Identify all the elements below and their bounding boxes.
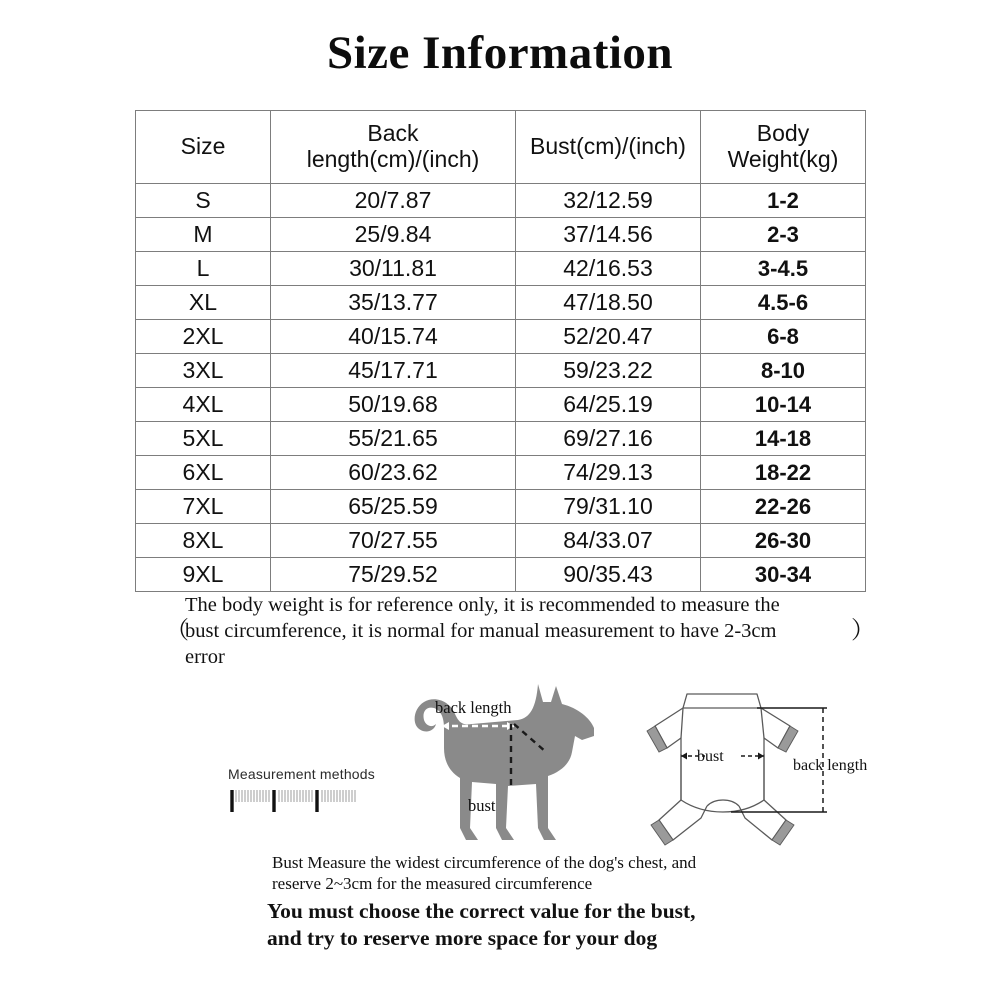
table-row [136,422,866,456]
note-line-1-text: The body weight is for reference only, it is recommended to measure the [185,594,780,616]
garment-crotch [707,800,739,806]
cell-body-weight: 10-14 [701,388,866,422]
table-header-row [136,111,866,184]
cell-bust: 69/27.16 [516,422,701,456]
cell-size: 5XL [136,422,271,456]
header-back-line2: length(cm)/(inch) [306,146,480,172]
table-row [136,354,866,388]
cell-size: 2XL [136,320,271,354]
cell-body-weight: 1-2 [701,184,866,218]
cell-body-weight: 2-3 [701,218,866,252]
bust-warning-line2: and try to reserve more space for your dog [267,926,658,950]
note-paren-close: ） [851,618,875,644]
cell-back-length: 35/13.77 [271,286,516,320]
garment-back-length-label: back length [793,757,868,774]
header-bust-text: Bust(cm)/(inch) [530,133,686,160]
cell-bust: 42/16.53 [516,252,701,286]
cell-back-length: 75/29.52 [271,558,516,592]
table-row [136,490,866,524]
cell-size: XL [136,286,271,320]
reference-note [135,592,875,670]
measurement-methods-label: Measurement methods [228,766,375,782]
cell-bust: 90/35.43 [516,558,701,592]
garment-bust-label: bust [697,748,724,765]
bust-warning-line1: You must choose the correct value for the bust, [267,899,696,923]
cell-size: 6XL [136,456,271,490]
cell-body-weight: 26-30 [701,524,866,558]
cell-bust: 37/14.56 [516,218,701,252]
note-line-3 [135,644,875,670]
header-back-line1: Back [367,120,419,147]
cell-body-weight: 3-4.5 [701,252,866,286]
cell-back-length: 55/21.65 [271,422,516,456]
cell-back-length: 50/19.68 [271,388,516,422]
cell-bust: 79/31.10 [516,490,701,524]
cell-body-weight: 30-34 [701,558,866,592]
garment-hem [681,800,764,812]
bust-instruction-line2: reserve 2~3cm for the measured circumference [272,874,593,893]
cell-bust: 52/20.47 [516,320,701,354]
cell-body-weight: 8-10 [701,354,866,388]
cell-bust: 47/18.50 [516,286,701,320]
cell-back-length: 20/7.87 [271,184,516,218]
cell-size: 8XL [136,524,271,558]
note-paren-open: （ [165,618,189,644]
note-line-2 [135,618,875,644]
header-weight-line2: Weight(kg) [727,146,839,172]
size-chart-table [135,110,866,592]
cell-bust: 32/12.59 [516,184,701,218]
column-header-size [136,111,271,184]
cell-back-length: 45/17.71 [271,354,516,388]
dog-back-length-label: back length [435,698,512,717]
column-header-back-length [271,111,516,184]
cell-back-length: 25/9.84 [271,218,516,252]
dog-bust-label: bust [468,796,496,815]
table-row [136,456,866,490]
header-weight-line1: Body [756,120,810,147]
page-title: Size Information [326,27,674,79]
cell-body-weight: 22-26 [701,490,866,524]
garment-collar [683,694,761,708]
table-row [136,184,866,218]
cell-body-weight: 4.5-6 [701,286,866,320]
cell-size: 4XL [136,388,271,422]
cell-body-weight: 14-18 [701,422,866,456]
cell-back-length: 30/11.81 [271,252,516,286]
table-row [136,252,866,286]
cell-back-length: 40/15.74 [271,320,516,354]
garment-shoulder-line [681,708,764,738]
column-header-body-weight [701,111,866,184]
bust-warning-text [267,898,742,952]
table-row [136,286,866,320]
table-row [136,218,866,252]
bust-instruction-line1: Bust Measure the widest circumference of the dog's chest, and [272,853,697,872]
cell-size: L [136,252,271,286]
cell-back-length: 70/27.55 [271,524,516,558]
cell-size: 9XL [136,558,271,592]
column-header-bust [516,111,701,184]
cell-bust: 74/29.13 [516,456,701,490]
table-row [136,558,866,592]
note-line-3-text: error [185,646,225,668]
cell-bust: 84/33.07 [516,524,701,558]
ruler-icon [228,788,368,816]
cell-size: 3XL [136,354,271,388]
cell-bust: 59/23.22 [516,354,701,388]
table-row [136,320,866,354]
table-row [136,524,866,558]
bottom-instructions [267,852,742,952]
note-line-2-text: bust circumference, it is normal for manual measurement to have 2-3cm [185,620,777,642]
header-size-text: Size [180,133,226,160]
cell-body-weight: 18-22 [701,456,866,490]
cell-body-weight: 6-8 [701,320,866,354]
note-line-1 [135,592,875,618]
cell-size: S [136,184,271,218]
cell-size: 7XL [136,490,271,524]
table-row [136,388,866,422]
cell-back-length: 60/23.62 [271,456,516,490]
bust-measure-instruction [272,852,742,894]
garment-cuffs [647,726,798,845]
cell-size: M [136,218,271,252]
cell-back-length: 65/25.59 [271,490,516,524]
cell-bust: 64/25.19 [516,388,701,422]
